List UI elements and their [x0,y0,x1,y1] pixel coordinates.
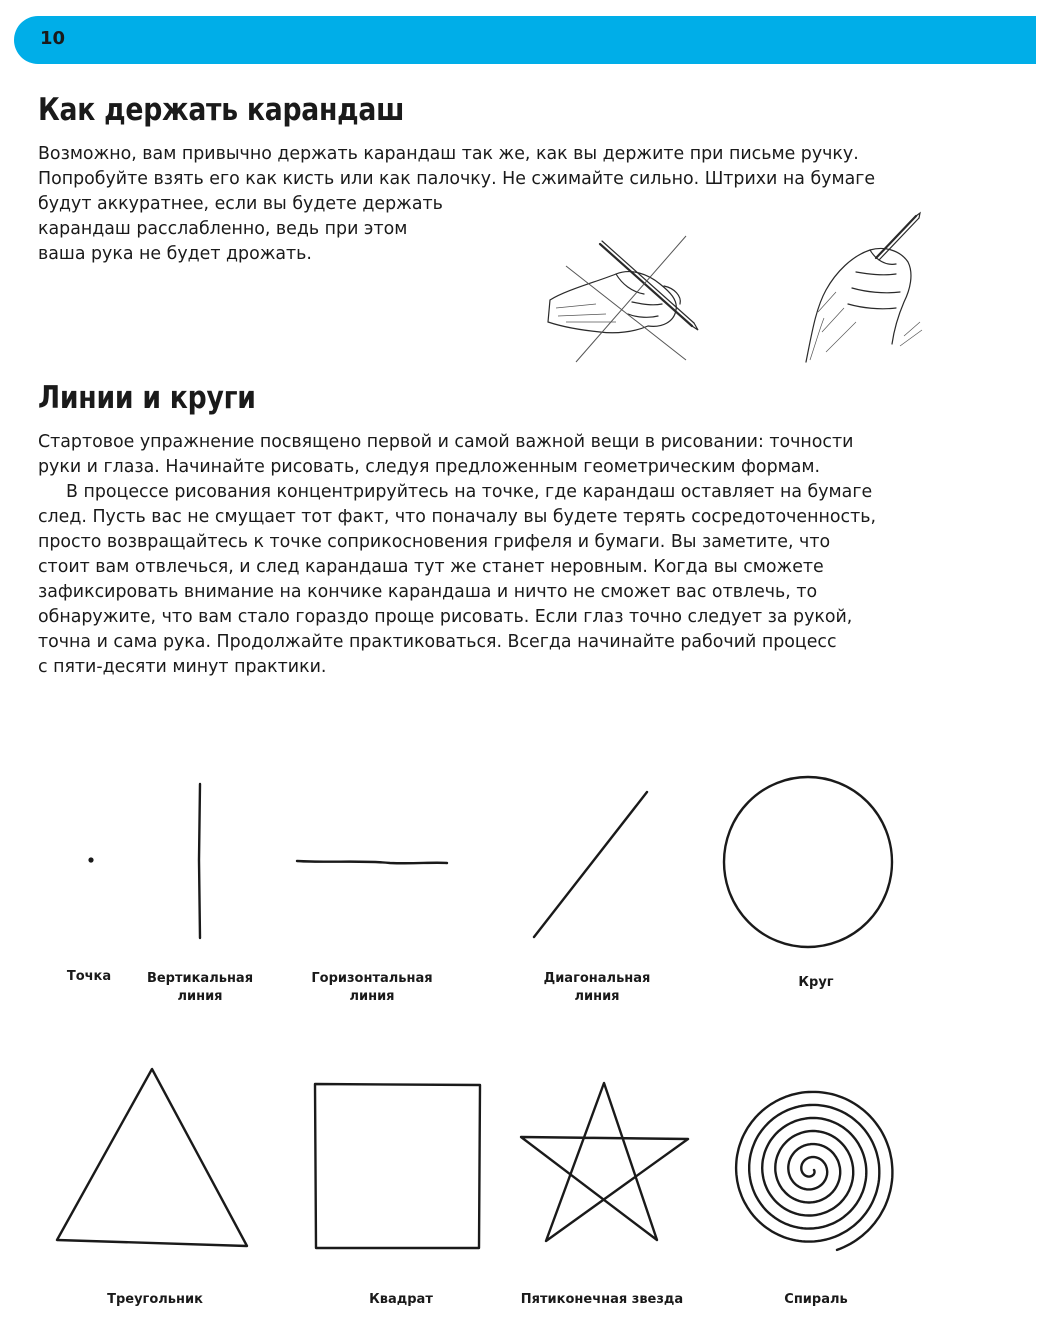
label-star: Пятиконечная звезда [520,1292,684,1307]
label-circle: Круг [798,975,834,990]
paragraph-line: с пяти-десяти минут практики. [38,657,327,677]
point-shape [88,857,93,862]
paragraph-line: след. Пусть вас не смущает тот факт, что поначалу вы будете терять сосредоточенность, [38,507,876,527]
label-horizontal-line: Горизонтальная линия [311,971,433,1004]
spiral-shape [736,1092,892,1250]
section-title-lines-circles: Линии и круги [38,380,256,416]
diagonal-line-shape [534,792,647,937]
triangle-shape [57,1069,247,1246]
circle-shape [724,777,892,947]
paragraph-line: Возможно, вам привычно держать карандаш так же, как вы держите при письме ручку. [38,144,859,164]
section-title-pencil-grip: Как держать карандаш [38,92,405,128]
vertical-line-shape [199,784,200,938]
paragraph-line: точна и сама рука. Продолжайте практиковаться. Всегда начинайте рабочий процесс [38,632,837,652]
paragraph-line: будут аккуратнее, если вы будете держать [38,194,443,214]
label-vertical-line: Вертикальная линия [146,971,254,1004]
paragraph-line: В процессе рисования концентрируйтесь на точке, где карандаш оставляет на бумаге [66,482,873,502]
paragraph-line: обнаружите, что вам стало гораздо проще рисовать. Если глаз точно следует за рукой, [38,607,853,627]
horizontal-line-shape [297,861,447,863]
paragraph-line: Стартовое упражнение посвящено первой и самой важной вещи в рисовании: точности [38,432,854,452]
paragraph-line: ваша рука не будет дрожать. [38,244,312,264]
label-spiral: Спираль [784,1292,848,1307]
label-point: Точка [66,969,112,984]
label-square: Квадрат [369,1292,433,1307]
paragraph-line: Попробуйте взять его как кисть или как палочку. Не сжимайте сильно. Штрихи на бумаге [38,169,876,189]
paragraph-line: просто возвращайтесь к точке соприкосновения грифеля и бумаги. Вы заметите, что [38,532,831,552]
paragraph-line: руки и глаза. Начинайте рисовать, следуя предложенным геометрическим формам. [38,457,821,477]
page-number: 10 [40,28,66,49]
paragraph-line: зафиксировать внимание на кончике карандаша и ничто не сможет вас отвлечь, то [38,582,818,602]
square-shape [315,1084,480,1248]
star-shape [521,1083,688,1241]
paragraph-line: карандаш расслабленно, ведь при этом [38,219,408,239]
paragraph-line: стоит вам отвлечься, и след карандаша тут же станет неровным. Когда вы сможете [38,557,824,577]
label-triangle: Треугольник [107,1292,203,1307]
label-diagonal-line: Диагональная линия [543,971,651,1004]
